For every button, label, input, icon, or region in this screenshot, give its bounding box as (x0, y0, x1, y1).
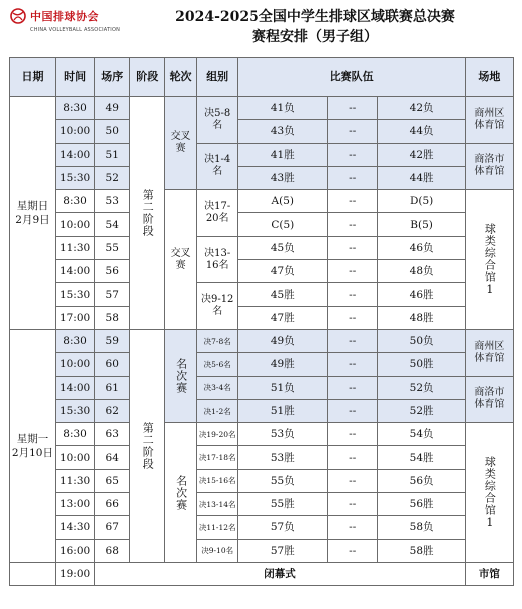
home-team: 55胜 (238, 493, 328, 516)
versus-sep: -- (328, 260, 378, 283)
logo-english: CHINA VOLLEYBALL ASSOCIATION (30, 27, 121, 33)
group-cell: 决5-6名 (196, 353, 238, 376)
round-cell: 交叉赛 (165, 97, 197, 190)
table-row (10, 97, 514, 120)
closing-venue: 市馆 (465, 562, 513, 585)
versus-sep: -- (328, 143, 378, 166)
away-team: 58胜 (378, 539, 465, 562)
versus-sep: -- (328, 120, 378, 143)
header-round: 轮次 (165, 58, 197, 97)
time-cell: 8:30 (55, 423, 94, 446)
group-cell: 决15-16名 (196, 469, 238, 492)
match-no-cell: 53 (95, 190, 130, 213)
group-cell: 决17-18名 (196, 446, 238, 469)
versus-sep: -- (328, 493, 378, 516)
time-cell: 8:30 (55, 97, 94, 120)
group-cell: 决17-20名 (196, 190, 238, 237)
away-team: 54胜 (378, 446, 465, 469)
match-no-cell: 51 (95, 143, 130, 166)
match-no-cell: 62 (95, 399, 130, 422)
time-cell: 17:00 (55, 306, 94, 329)
table-row (10, 260, 514, 283)
table-row (10, 329, 514, 352)
away-team: 44胜 (378, 166, 465, 189)
header-time: 时间 (55, 58, 94, 97)
header-group: 组别 (196, 58, 238, 97)
header-date: 日期 (10, 58, 56, 97)
time-cell: 10:00 (55, 120, 94, 143)
match-no-cell: 54 (95, 213, 130, 236)
home-team: 47胜 (238, 306, 328, 329)
venue-cell: 球类综合馆1 (465, 190, 513, 330)
away-team: 56胜 (378, 493, 465, 516)
match-no-cell: 58 (95, 306, 130, 329)
table-row (10, 353, 514, 376)
away-team: 48负 (378, 260, 465, 283)
time-cell: 8:30 (55, 190, 94, 213)
home-team: C(5) (238, 213, 328, 236)
group-cell: 决7-8名 (196, 329, 238, 352)
away-team: 44负 (378, 120, 465, 143)
versus-sep: -- (328, 399, 378, 422)
time-cell: 14:00 (55, 376, 94, 399)
match-no-cell: 63 (95, 423, 130, 446)
match-no-cell: 59 (95, 329, 130, 352)
table-row (10, 283, 514, 306)
table-row (10, 190, 514, 213)
group-cell: 决19-20名 (196, 423, 238, 446)
table-row (10, 399, 514, 422)
venue-cell: 商州区体育馆 (465, 97, 513, 144)
group-cell: 决1-4名 (196, 143, 238, 190)
round-cell: 名次赛 (165, 329, 197, 422)
time-cell: 10:00 (55, 353, 94, 376)
time-cell: 15:30 (55, 399, 94, 422)
date-cell: 星期日 2月9日 (10, 97, 56, 330)
home-team: 45胜 (238, 283, 328, 306)
venue-cell: 商洛市体育馆 (465, 143, 513, 190)
match-no-cell: 49 (95, 97, 130, 120)
match-no-cell: 66 (95, 493, 130, 516)
match-no-cell: 67 (95, 516, 130, 539)
home-team: 45负 (238, 236, 328, 259)
group-cell: 决3-4名 (196, 376, 238, 399)
header-row (10, 58, 514, 97)
time-cell: 10:00 (55, 213, 94, 236)
group-cell: 决9-10名 (196, 539, 238, 562)
time-cell: 8:30 (55, 329, 94, 352)
away-team: 58负 (378, 516, 465, 539)
venue-cell: 商州区体育馆 (465, 329, 513, 376)
table-row (10, 446, 514, 469)
away-team: 52负 (378, 376, 465, 399)
match-no-cell: 61 (95, 376, 130, 399)
match-no-cell: 57 (95, 283, 130, 306)
time-cell: 11:30 (55, 236, 94, 259)
home-team: 57胜 (238, 539, 328, 562)
away-team: D(5) (378, 190, 465, 213)
table-row (10, 143, 514, 166)
round-cell: 交叉赛 (165, 190, 197, 330)
stage-cell: 第二阶段 (130, 329, 165, 562)
time-cell: 15:30 (55, 166, 94, 189)
logo (8, 6, 130, 40)
match-no-cell: 56 (95, 260, 130, 283)
round-cell: 名次赛 (165, 423, 197, 563)
table-row (10, 306, 514, 329)
home-team: 51负 (238, 376, 328, 399)
versus-sep: -- (328, 166, 378, 189)
home-team: 43胜 (238, 166, 328, 189)
away-team: 56负 (378, 469, 465, 492)
page-title: 2024-2025全国中学生排球区域联赛总决赛 (175, 9, 455, 25)
time-cell: 10:00 (55, 446, 94, 469)
home-team: 43负 (238, 120, 328, 143)
header-stage: 阶段 (130, 58, 165, 97)
away-team: 46胜 (378, 283, 465, 306)
versus-sep: -- (328, 539, 378, 562)
away-team: 50负 (378, 329, 465, 352)
stage-cell: 第二阶段 (130, 97, 165, 330)
home-team: 55负 (238, 469, 328, 492)
table-row (10, 539, 514, 562)
time-cell: 15:30 (55, 283, 94, 306)
versus-sep: -- (328, 353, 378, 376)
versus-sep: -- (328, 213, 378, 236)
table-row (10, 469, 514, 492)
page-subtitle: 赛程安排（男子组） (252, 29, 378, 45)
time-cell: 14:00 (55, 260, 94, 283)
closing-date-cell (10, 562, 56, 585)
group-cell: 决9-12名 (196, 283, 238, 330)
home-team: A(5) (238, 190, 328, 213)
versus-sep: -- (328, 376, 378, 399)
home-team: 41负 (238, 97, 328, 120)
home-team: 53负 (238, 423, 328, 446)
versus-sep: -- (328, 516, 378, 539)
schedule-table (9, 57, 514, 586)
table-row (10, 423, 514, 446)
group-cell: 决13-16名 (196, 236, 238, 283)
volleyball-logo-icon (10, 8, 26, 24)
versus-sep: -- (328, 423, 378, 446)
versus-sep: -- (328, 329, 378, 352)
date-cell: 星期一 2月10日 (10, 329, 56, 562)
away-team: 46负 (378, 236, 465, 259)
home-team: 47负 (238, 260, 328, 283)
home-team: 49负 (238, 329, 328, 352)
away-team: 42胜 (378, 143, 465, 166)
table-row (10, 376, 514, 399)
venue-cell: 球类综合馆1 (465, 423, 513, 563)
group-cell: 决1-2名 (196, 399, 238, 422)
match-no-cell: 55 (95, 236, 130, 259)
match-no-cell: 68 (95, 539, 130, 562)
versus-sep: -- (328, 469, 378, 492)
table-row (10, 516, 514, 539)
away-team: 54负 (378, 423, 465, 446)
away-team: B(5) (378, 213, 465, 236)
home-team: 57负 (238, 516, 328, 539)
group-cell: 决5-8名 (196, 97, 238, 144)
match-no-cell: 64 (95, 446, 130, 469)
versus-sep: -- (328, 446, 378, 469)
header-match-no: 场序 (95, 58, 130, 97)
match-no-cell: 65 (95, 469, 130, 492)
closing-time: 19:00 (55, 562, 94, 585)
header-teams: 比赛队伍 (238, 58, 465, 97)
time-cell: 13:00 (55, 493, 94, 516)
group-cell: 决11-12名 (196, 516, 238, 539)
table-row (10, 236, 514, 259)
match-no-cell: 60 (95, 353, 130, 376)
versus-sep: -- (328, 236, 378, 259)
away-team: 48胜 (378, 306, 465, 329)
header-venue: 场地 (465, 58, 513, 97)
table-row (10, 213, 514, 236)
match-no-cell: 50 (95, 120, 130, 143)
logo-name: 中国排球协会 (30, 10, 99, 23)
away-team: 42负 (378, 97, 465, 120)
closing-row (10, 562, 514, 585)
versus-sep: -- (328, 306, 378, 329)
versus-sep: -- (328, 97, 378, 120)
away-team: 50胜 (378, 353, 465, 376)
table-row (10, 493, 514, 516)
home-team: 41胜 (238, 143, 328, 166)
group-cell: 决13-14名 (196, 493, 238, 516)
time-cell: 14:00 (55, 143, 94, 166)
time-cell: 14:30 (55, 516, 94, 539)
versus-sep: -- (328, 283, 378, 306)
match-no-cell: 52 (95, 166, 130, 189)
table-row (10, 166, 514, 189)
versus-sep: -- (328, 190, 378, 213)
time-cell: 16:00 (55, 539, 94, 562)
time-cell: 11:30 (55, 469, 94, 492)
home-team: 53胜 (238, 446, 328, 469)
home-team: 49胜 (238, 353, 328, 376)
venue-cell: 商洛市体育馆 (465, 376, 513, 423)
away-team: 52胜 (378, 399, 465, 422)
table-row (10, 120, 514, 143)
home-team: 51胜 (238, 399, 328, 422)
closing-event: 闭幕式 (95, 562, 466, 585)
